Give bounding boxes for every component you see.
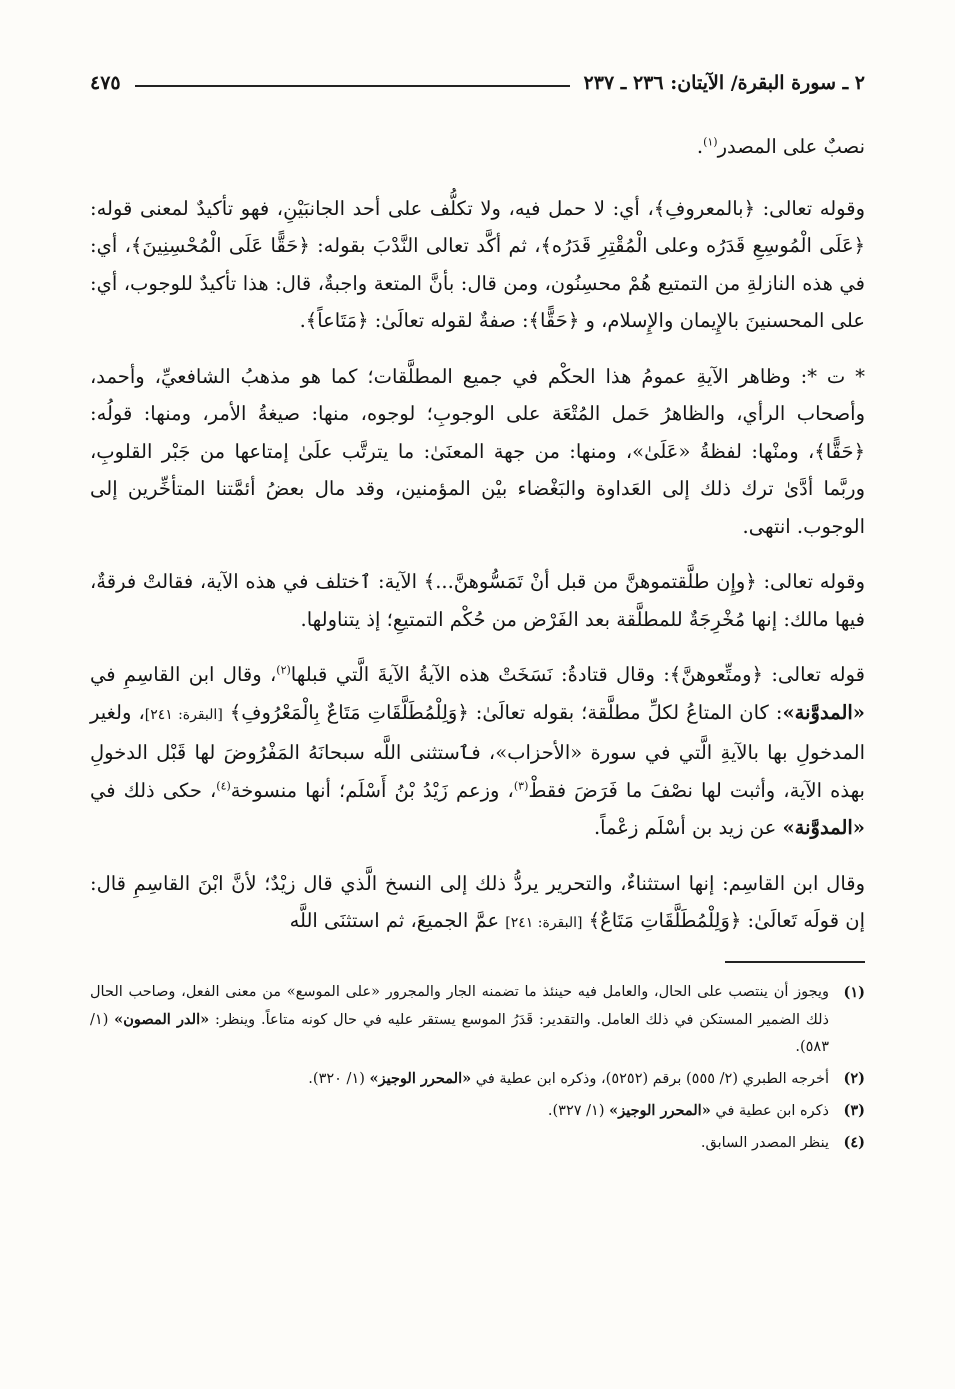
footnote-4: (٤) ينظر المصدر السابق. <box>700 1133 865 1151</box>
footnote-separator <box>725 961 865 963</box>
verse-citation: [البقرة: ٢٤١] <box>144 706 223 723</box>
footnote-2: (٢) أخرجه الطبري (٢/ ٥٥٥) برقم (٥٢٥٢)، وذكره ابن عطية في «المحرر الوجيز» (١/ ٣٢٠). <box>308 1069 865 1087</box>
main-text <box>90 128 865 943</box>
chapter-title: ٢ ـ سورة البقرة/ الآيتان: ٢٣٦ ـ ٢٣٧ <box>583 72 865 94</box>
footnote-3: (٣) ذكره ابن عطية في «المحرر الوجيز» (١/ ٣٢٧). <box>547 1101 865 1119</box>
footnote-ref-1: (١) <box>703 135 718 149</box>
footnote-ref-3: (٣) <box>513 779 529 792</box>
footnote-1: (١) ويجوز أن ينتصب على الحال، والعامل فيه حينئذ ما تضمنه الجار والمجرور «على الموسع» من معنى الفعل، وصاحب الحال ذلك الضمير المستكن في ذلك العامل. والتقدير: قَدَرُ الموسع يستقر عليه في حال كونه متاعاً. وينظر: «الدر المصون» (١/ ٥٨٣). <box>90 983 865 1055</box>
paragraph-5: قوله تعالى: ﴿ومتِّعوهنَّ﴾: وقال قتادةُ: نَسَخَتْ هذه الآيةُ الآيةَ الَّتي قبلها$^{(٢)}$، وقال ابن القاسِمِ في «المدوَّنة»: كان المتاعُ لكلِّ مطلَّقة؛ بقوله تعالَىٰ: ﴿وَلِلْمُطَلَّقَاتِ مَتَاعٌ بِالْمَعْرُوفِ﴾ [البقرة: ٢٤١]، ولغير المدخولِ بها بالآيةِ الَّتي في سورة «الأحزاب»، فٱستثنى اللَّه سبحانَهُ المَفْرُوضَ لها قَبْل الدخولِ بهذه الآية، وأثبت لها نصْفَ ما فَرَضَ فقطْ$^{(٣)}$، وزعم زَيْدُ بْنُ أَسْلَم؛ أنها منسوخة$^{(٤)}$، حكى ذلك في «المدوَّنة» عن زيد بن أسْلَم زعْماً. <box>90 663 866 839</box>
footnotes <box>90 979 865 1157</box>
verse-citation: [البقرة: ٢٤١] <box>505 915 583 931</box>
paragraph-4: وقوله تعالى: ﴿وإِن طلَّقتموهنَّ من قبل أنْ تَمَسُّوهنَّ...﴾ الآية: ٱختلف في هذه الآية، فقالتْ فرقةٌ، فيها مالك: إنها مُخْرِجَةٌ للمطلَّقة بعد الفَرْض من حُكْم التمتيعِ؛ إذ يتناولها. <box>90 570 865 631</box>
header-rule <box>135 85 570 87</box>
paragraph-3: * ت *: وظاهر الآيةِ عمومُ هذا الحكْم في جميع المطلَّقات؛ كما هو مذهبُ الشافعيِّ، وأحمد، وأصحاب الرأي، والظاهرُ حَمل المُتْعَة على الوجوبِ؛ لوجوه، منها: صيغةُ الأمر، ومنها: قولُه: ﴿حَقًّا﴾، ومنْها: لفظةُ «عَلَىٰ»، ومنها: من جهة المعنَىٰ: ما يترتَّب علَىٰ إمتاعها من جَبْر القلوبِ، وربَّما أدَّىٰ ترك ذلك إلى العَداوة والبَغْضاء بيْن المؤمنين، وقد مال بعضُ أئمَّتنا المتأخِّرين إلى الوجوب. انتهى. <box>90 364 865 538</box>
paragraph-6: وقال ابن القاسِم: إنها استثناءٌ، والتحرير يردُّ ذلك إلى النسخ الَّذي قال زيْدٌ؛ لأنَّ ابْنَ القاسِمِ قال: إن قولَه تَعالَىٰ: ﴿وَلِلْمُطَلَّقَاتِ مَتَاعٌ﴾ [البقرة: ٢٤١] عمَّ الجميعَ، ثم استثنَى اللَّه <box>90 871 865 932</box>
footnote-ref-2: (٢) <box>276 663 291 677</box>
paragraph-2: وقوله تعالى: ﴿بالمعروفِ﴾، أي: لا حمل فيه، ولا تكلُّف على أحد الجانبَيْنِ، فهو تأكيدٌ لمعنى قوله: ﴿عَلَى الْمُوسِعِ قَدَرُه وعلى الْمُقْتِرِ قَدَرُه﴾، ثم أكَّد تعالى النَّدْبَ بقوله: ﴿حَقًّا عَلَى الْمُحْسِنِينَ﴾، أي: في هذه النازلةِ من التمتيع هُمْ محسِنُون، ومن قال: بأنَّ المتعة واجبةٌ، قال: هذا تأكيدٌ للوجوب، أي: على المحسنينَ بالإِيمان والإِسلام، و ﴿حَقًّا﴾: صفةٌ لقوله تعالَىٰ: ﴿مَتَاعاً﴾. <box>90 196 865 332</box>
footnote-ref-4: (٤) <box>216 779 231 792</box>
page-number: ٤٧٥ <box>90 72 121 94</box>
paragraph-1: نصبٌ على المصدر$^{(١)}$. <box>696 135 865 158</box>
running-header <box>90 66 865 100</box>
